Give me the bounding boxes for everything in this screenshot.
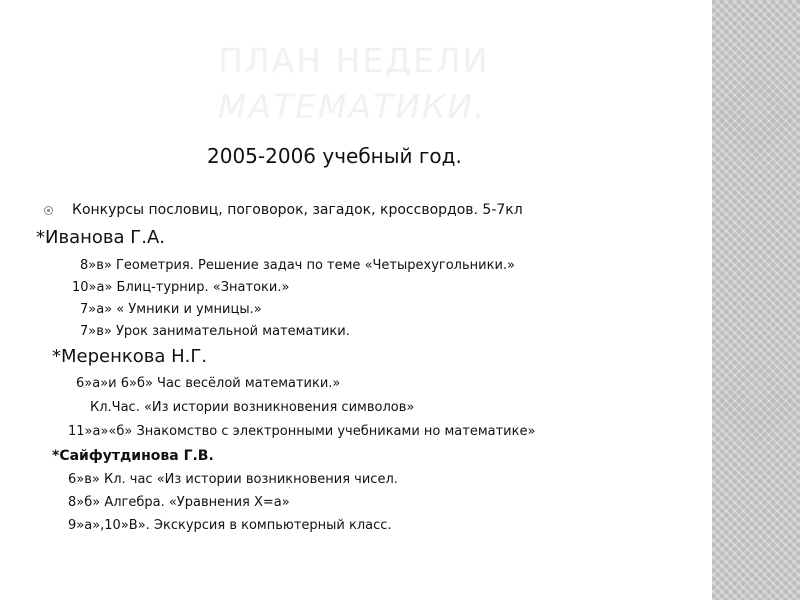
title-line-2: МАТЕМАТИКИ. <box>218 87 487 126</box>
event-item: 10»а» Блиц-турнир. «Знатоки.» <box>72 280 290 295</box>
event-item: 9»а»,10»В». Экскурсия в компьютерный класс. <box>68 518 392 533</box>
event-item: Кл.Час. «Из истории возникновения символов» <box>90 400 415 415</box>
teacher-name: *Иванова Г.А. <box>36 227 165 248</box>
teacher-name: *Сайфутдинова Г.В. <box>52 448 214 464</box>
slide-subtitle: 2005-2006 учебный год. <box>207 144 462 168</box>
event-item: 6»в» Кл. час «Из истории возникновения чисел. <box>68 472 398 487</box>
slide-title <box>218 38 538 130</box>
teacher-name: *Меренкова Н.Г. <box>52 346 208 367</box>
decorative-side-stripe <box>712 0 800 600</box>
event-item: 7»в» Урок занимательной математики. <box>80 324 350 339</box>
bullet-text: Конкурсы пословиц, поговорок, загадок, кроссвордов. 5-7кл <box>72 202 523 218</box>
event-item: 11»а»«б» Знакомство с электронными учебниками но математике» <box>68 424 536 439</box>
event-item: 6»а»и 6»б» Час весёлой математики.» <box>76 376 341 391</box>
bullet-icon <box>44 206 53 215</box>
event-item: 7»а» « Умники и умницы.» <box>80 302 262 317</box>
event-item: 8»в» Геометрия. Решение задач по теме «Четырехугольники.» <box>80 258 515 273</box>
title-line-1: ПЛАН НЕДЕЛИ <box>218 41 490 80</box>
event-item: 8»б» Алгебра. «Уравнения Х=а» <box>68 495 290 510</box>
